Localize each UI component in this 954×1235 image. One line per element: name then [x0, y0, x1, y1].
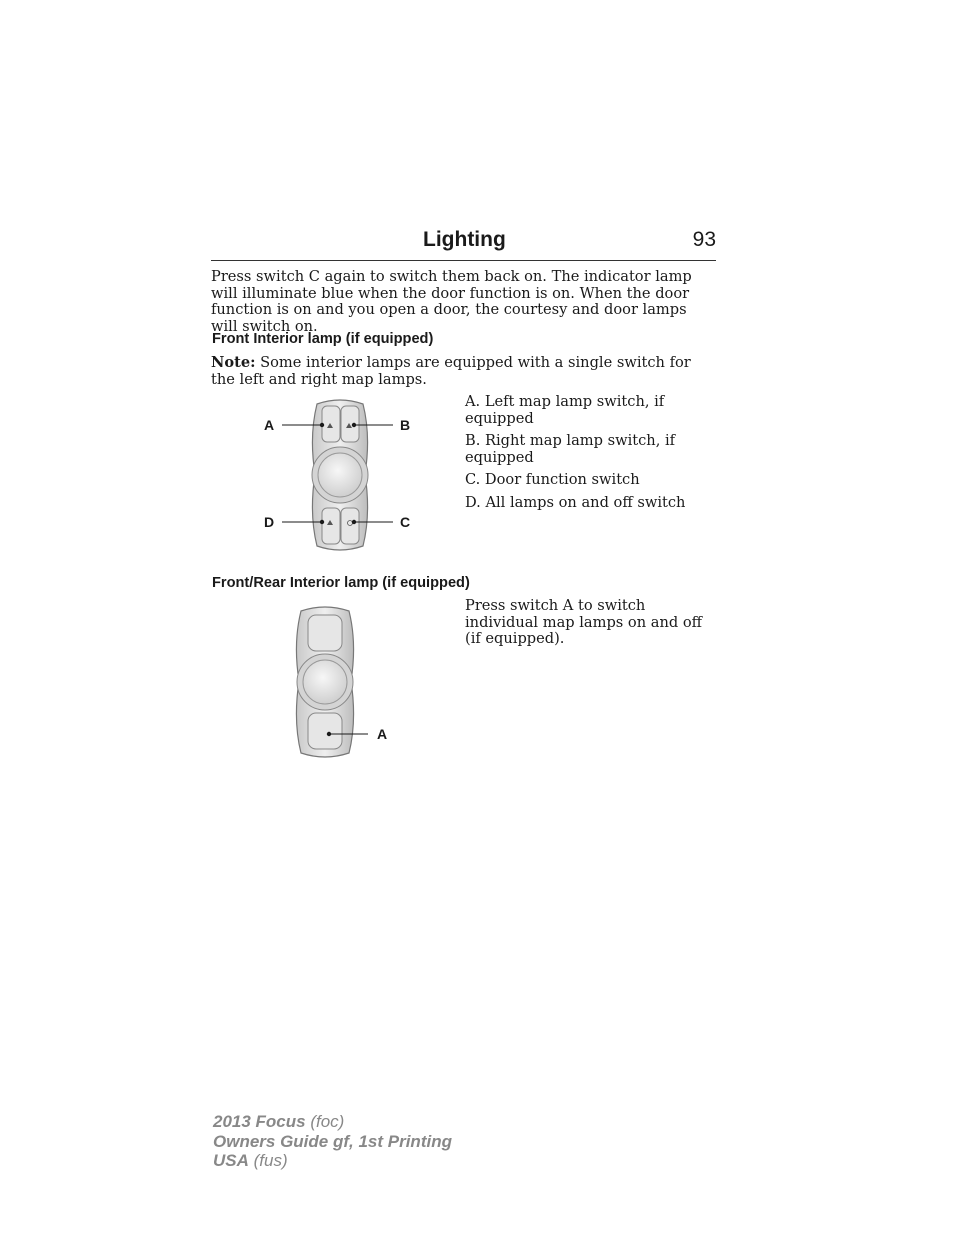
front-lamp-legend [465, 394, 715, 518]
footer-market: USA [213, 1151, 249, 1170]
legend-item-b: B. Right map lamp switch, if equipped [465, 432, 676, 466]
legend-item-a: A. Left map lamp switch, if equipped [465, 393, 665, 427]
section-title: Lighting [423, 228, 506, 251]
right-map-lamp-switch[interactable] [341, 406, 359, 442]
front-rear-lamp-figure [255, 603, 425, 763]
intro-paragraph: Press switch C again to switch them back on. The indicator lamp will illuminate blue when the door function is on. When the door function is on and you open a door, the courtesy and door lamps will switch on. [211, 268, 692, 335]
footer-market-code: (fus) [248, 1151, 288, 1170]
callout-label-d: D [264, 514, 275, 530]
front-lamp-note [211, 355, 716, 388]
upper-switch[interactable] [308, 615, 342, 651]
callout-label-a: A [377, 726, 388, 742]
callout-label-b: B [400, 417, 411, 433]
page-footer [213, 1112, 452, 1171]
front-rear-lamp-heading: Front/Rear Interior lamp (if equipped) [212, 575, 470, 591]
all-lamps-switch[interactable] [322, 508, 340, 544]
footer-line-3 [213, 1151, 452, 1171]
note-label: Note: [211, 354, 256, 371]
lamp-lens [318, 453, 362, 497]
front-rear-lamp-text: Press switch A to switch individual map lamps on and off (if equipped). [465, 597, 702, 648]
footer-line-1 [213, 1112, 452, 1132]
door-function-switch[interactable] [341, 508, 359, 544]
front-lamp-heading: Front Interior lamp (if equipped) [212, 331, 434, 347]
footer-model: 2013 Focus [213, 1112, 306, 1131]
map-lamp-switch-a[interactable] [308, 713, 342, 749]
footer-line-2: Owners Guide gf, 1st Printing [213, 1131, 452, 1151]
callout-dot-a [320, 423, 324, 427]
callout-label-a: A [264, 417, 275, 433]
note-text: Some interior lamps are equipped with a single switch for the left and right map lamps. [211, 354, 691, 388]
legend-item-c: C. Door function switch [465, 471, 640, 489]
legend-item-d: D. All lamps on and off switch [465, 493, 686, 511]
page-number: 93 [692, 228, 716, 251]
front-lamp-figure [255, 396, 425, 556]
callout-dot-b [352, 423, 356, 427]
page-header [211, 228, 716, 261]
footer-model-code: (foc) [305, 1112, 345, 1131]
callout-dot-c [352, 520, 356, 524]
callout-dot-d [320, 520, 324, 524]
lamp-lens [303, 660, 347, 704]
callout-label-c: C [400, 514, 411, 530]
left-map-lamp-switch[interactable] [322, 406, 340, 442]
callout-dot-a [327, 732, 331, 736]
